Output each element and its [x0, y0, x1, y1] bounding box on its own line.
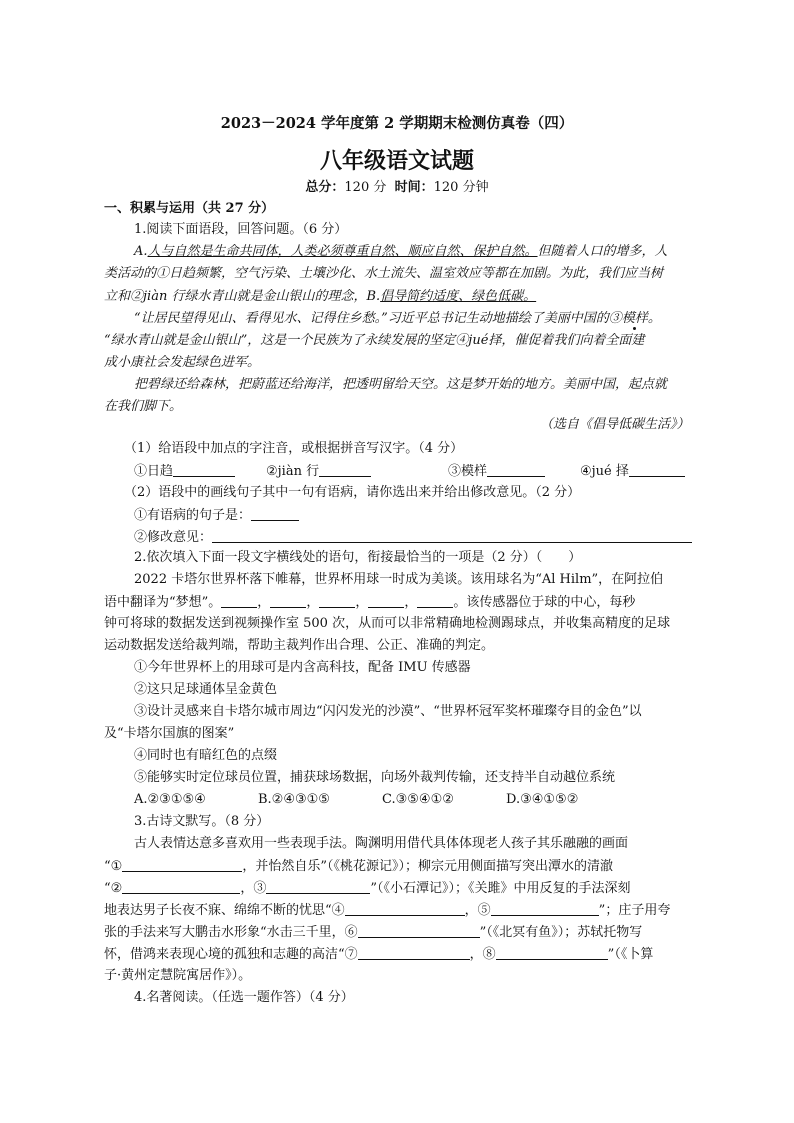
section-heading: 一、积累与运用（共 27 分）: [104, 201, 275, 216]
q1-passage-line: 在我们脚下。: [104, 399, 183, 414]
answer-blank[interactable]: [358, 946, 470, 960]
q2-text-line: 2022 卡塔尔世界杯落下帷幕，世界杯用球一时成为美谈。该用球名为“Al Hilm”，在阿拉伯: [134, 572, 664, 587]
q2-text-line: 语中翻译为“梦想”。 ， ， ， ， 。该传感器位于球的中心，每秒: [104, 595, 636, 610]
q3-text: ”（《北冥有鱼》）；苏轼托物写: [479, 925, 643, 940]
q1-underlined-sentence-a: 人与自然是生命共同体，人类必须尊重自然、顺应自然、保护自然。: [147, 244, 538, 259]
q2-option: ④同时也有暗红色的点缀: [134, 748, 278, 763]
q2-text-line: 运动数据发送给裁判端，帮助主裁判作出合理、公正、准确的判定。: [104, 638, 495, 653]
q1-sub1-item-c: ③模样: [448, 464, 488, 479]
exam-title: 2023－2024 学年度第 2 学期期末检测仿真卷（四）: [220, 115, 574, 132]
q1-sub2-line: [134, 507, 299, 524]
q1-passage-text: 但随着人口的增多，人: [537, 244, 668, 259]
answer-blank[interactable]: [496, 946, 608, 960]
q1-sub1-answers: [448, 463, 545, 480]
q3-text: ”（《小石潭记》）；《关雎》中用反复的手法深刻: [370, 881, 631, 896]
q1-passage-line: [134, 244, 668, 260]
q2-choice-b[interactable]: B.②④③①⑤: [258, 792, 330, 807]
q2-option: ①今年世界杯上的用球可是内含高科技，配备 IMU 传感器: [134, 660, 471, 675]
answer-blank[interactable]: [122, 858, 242, 872]
q1-passage-line: 把碧绿还给森林，把蔚蓝还给海洋，把透明留给天空。这是梦开始的地方。美丽中国，起点就: [134, 377, 668, 392]
q3-text: ”（《卜算: [607, 947, 654, 962]
q3-text: “②: [104, 881, 123, 896]
q1-sub2-item-a: ①有语病的句子是：: [134, 508, 252, 523]
q3-text: ，⑤: [464, 903, 491, 918]
q1-passage-line: [104, 289, 536, 305]
q2-text-line: 钟可将球的数据发送到视频操作室 500 次，从而可以非常精确地检测踢球点，并收集高精度的足球: [104, 616, 671, 631]
answer-blank[interactable]: [270, 594, 306, 608]
total-score: 120 分: [344, 180, 387, 195]
q2-option: 及“卡塔尔国旗的图案”: [104, 726, 235, 741]
q2-choice-a[interactable]: A.②③①⑤④: [134, 792, 206, 807]
q3-text: ”；庄子用夸: [598, 903, 671, 918]
answer-blank[interactable]: [319, 594, 355, 608]
q1-dotted-word: 模样: [621, 311, 648, 326]
q3-text: 怀，借鸿来表现心境的孤独和志趣的高洁“⑦: [104, 947, 358, 962]
q2-option: ②这只足球通体呈金黄色: [134, 682, 278, 697]
q1-passage-line: 类活动的①日趋频繁，空气污染、土壤沙化、水土流失、温室效应等都在加剧。为此，我们应当树: [104, 266, 664, 281]
subject-title: 八年级语文试题: [319, 148, 474, 174]
answer-blank[interactable]: [251, 507, 299, 521]
q3-text-line: [104, 858, 613, 875]
answer-blank[interactable]: [122, 880, 240, 894]
q2-choice-c[interactable]: C.③⑤④①②: [382, 792, 454, 807]
q3-prompt: 3.古诗文默写。（8 分）: [134, 814, 270, 829]
answer-blank[interactable]: [491, 902, 599, 916]
answer-blank[interactable]: [212, 529, 692, 543]
q1-sub1-item-b: ②jiàn 行: [266, 464, 320, 479]
q3-text: “①: [104, 859, 123, 874]
q2-option: ③设计灵感来自卡塔尔城市周边“闪闪发光的沙漠”、“世界杯冠军奖杯璀璨夺目的金色”以: [134, 704, 642, 719]
q3-text-line: 子·黄州定慧院寓居作》）。: [104, 968, 252, 983]
q3-text: ，③: [240, 881, 267, 896]
answer-blank[interactable]: [221, 594, 257, 608]
exam-meta: [0, 180, 794, 196]
q1-passage-line: “绿水青山就是金山银山”，这是一个民族为了永续发展的坚定④jué择，催促着我们向着全面建: [104, 333, 645, 348]
q1-prompt: 1.阅读下面语段，回答问题。（6 分）: [134, 222, 348, 237]
q1-passage-text: 。: [647, 311, 661, 326]
answer-blank[interactable]: [629, 463, 685, 477]
q2-text: 。该传感器位于球的中心，每秒: [453, 595, 636, 610]
q3-text: 地表达男子长夜不寐、绵绵不断的忧思“④: [104, 903, 345, 918]
q1-passage-line: 成小康社会发起绿色进军。: [104, 355, 261, 370]
q1-passage-text: “让居民望得见山、看得见水、记得住乡愁。”习近平总书记生动地描绘了美丽中国的③: [134, 311, 622, 326]
q2-option: ⑤能够实时定位球员位置，捕获球场数据，向场外裁判传输，还支持半自动越位系统: [134, 770, 616, 785]
q1-sub1-answers: [134, 463, 235, 480]
time-label: 时间：: [394, 180, 434, 195]
q1-underlined-sentence-b: 倡导简约适度、绿色低碳。: [380, 289, 537, 304]
q4-prompt: 4.名著阅读。（任选一题作答）（4 分）: [134, 990, 354, 1005]
q1-sub2-line: [134, 529, 692, 546]
answer-blank[interactable]: [266, 880, 370, 894]
answer-blank[interactable]: [173, 463, 235, 477]
q3-text: ，并怡然自乐”（《桃花源记》）；柳宗元用侧面描写突出潭水的清澈: [242, 859, 613, 874]
q3-text-line: [104, 946, 653, 963]
q1-source: （选自《倡导低碳生活》）: [540, 417, 690, 432]
q3-text: 张的手法来写大鹏击水形象“水击三千里，⑥: [104, 925, 358, 940]
q3-text-line: [104, 880, 630, 897]
answer-blank[interactable]: [319, 463, 371, 477]
total-label: 总分：: [305, 180, 345, 195]
q3-text-line: 古人表情达意多喜欢用一些表现手法。陶渊明用借代具体体现老人孩子其乐融融的画面: [134, 836, 629, 851]
q1-sub2-prompt: （2）语段中的画线句子其中一句有语病，请你选出来并给出修改意见。（2 分）: [124, 485, 581, 500]
q2-text: 语中翻译为“梦想”。: [104, 595, 222, 610]
q3-text-line: [104, 902, 670, 919]
answer-blank[interactable]: [345, 902, 465, 916]
q3-text: ，⑧: [469, 947, 496, 962]
q1-sub1-answers: [580, 463, 685, 480]
answer-blank[interactable]: [368, 594, 404, 608]
q1-passage-text: 立和②jiàn 行绿水青山就是金山银山的理念，B.: [104, 289, 381, 304]
q1-label-a: A.: [134, 244, 148, 259]
answer-blank[interactable]: [358, 924, 480, 938]
q1-sub1-answers: [266, 463, 371, 480]
q2-choice-d[interactable]: D.③④①⑤②: [506, 792, 579, 807]
q3-text-line: [104, 924, 642, 941]
answer-blank[interactable]: [417, 594, 453, 608]
q1-passage-line: [134, 311, 661, 327]
time-value: 120 分钟: [433, 180, 489, 195]
q1-sub2-item-b: ②修改意见：: [134, 530, 213, 545]
q2-prompt: 2.依次填入下面一段文字横线处的语句，衔接最恰当的一项是（2 分）（ ）: [134, 550, 582, 565]
q1-sub1-item-d: ④jué 择: [580, 464, 629, 479]
q1-sub1-prompt: （1）给语段中加点的字注音，或根据拼音写汉字。（4 分）: [124, 441, 464, 456]
q1-sub1-item-a: ①日趋: [134, 464, 174, 479]
answer-blank[interactable]: [487, 463, 545, 477]
